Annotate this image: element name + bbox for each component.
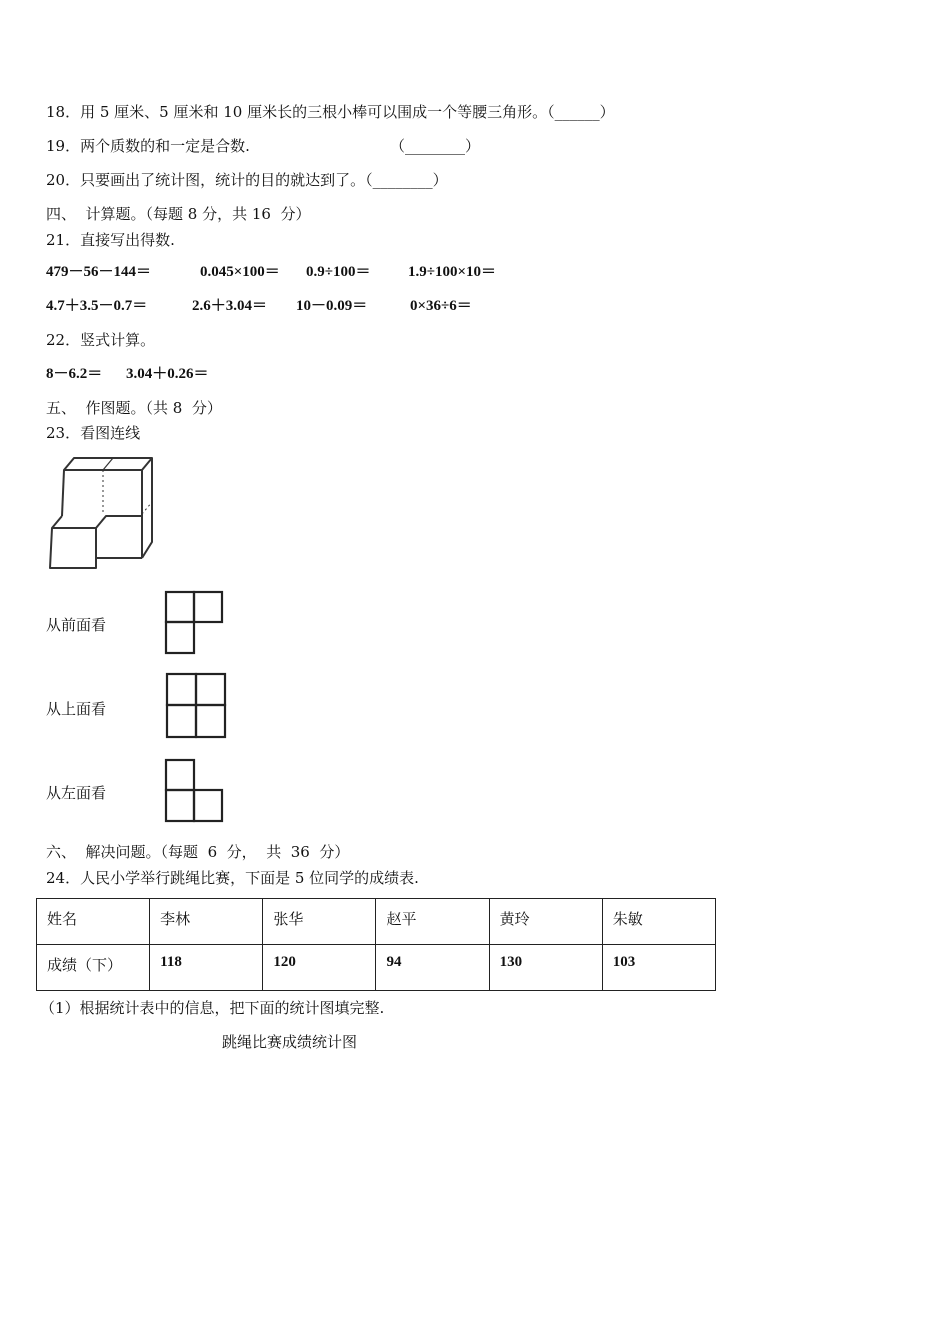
table-cell: 130 bbox=[489, 945, 602, 991]
question-23-title: 23．看图连线 bbox=[46, 424, 141, 442]
expression: 3.04＋0.26＝ bbox=[126, 366, 209, 382]
question-24-sub-1: （1）根据统计表中的信息，把下面的统计图填完整. bbox=[40, 999, 385, 1017]
chart-title: 跳绳比赛成绩统计图 bbox=[222, 1033, 358, 1051]
table-row bbox=[37, 945, 716, 991]
question-21-title: 21．直接写出得数. bbox=[46, 231, 175, 249]
table-cell: 94 bbox=[376, 945, 489, 991]
expression: 0.9÷100＝ bbox=[306, 264, 371, 280]
expression: 2.6＋3.04＝ bbox=[192, 298, 268, 314]
expression: 0.045×100＝ bbox=[200, 264, 280, 280]
view-label-top: 从上面看 bbox=[46, 700, 107, 718]
view-label-left: 从左面看 bbox=[46, 784, 107, 802]
question-20: 20．只要画出了统计图，统计的目的就达到了。（________） bbox=[46, 171, 448, 189]
table-cell: 姓名 bbox=[37, 899, 150, 945]
question-21-row-1 bbox=[46, 262, 497, 282]
section-5-title: 五、 作图题。（共 8 分） bbox=[46, 399, 222, 417]
question-19: 19．两个质数的和一定是合数. bbox=[46, 137, 250, 155]
question-18: 18．用 5 厘米、5 厘米和 10 厘米长的三根小棒可以围成一个等腰三角形。（______） bbox=[46, 103, 615, 121]
expression: 0×36÷6＝ bbox=[410, 298, 472, 314]
expression: 479－56－144＝ bbox=[46, 264, 152, 280]
table-cell: 120 bbox=[263, 945, 376, 991]
expression: 8－6.2＝ bbox=[46, 366, 103, 382]
section-4-title: 四、 计算题。（每题 8 分，共 16 分） bbox=[46, 205, 311, 223]
table-cell: 118 bbox=[150, 945, 263, 991]
question-22-row bbox=[46, 364, 209, 384]
expression: 4.7＋3.5－0.7＝ bbox=[46, 298, 148, 314]
expression: 1.9÷100×10＝ bbox=[408, 264, 497, 280]
table-cell: 赵平 bbox=[376, 899, 489, 945]
question-21-row-2 bbox=[46, 296, 472, 316]
view-label-front: 从前面看 bbox=[46, 616, 107, 634]
cube-solid-figure bbox=[44, 454, 159, 574]
question-19-blank: （________） bbox=[390, 137, 481, 155]
table-header-row bbox=[37, 899, 716, 945]
question-22-title: 22．竖式计算。 bbox=[46, 331, 156, 349]
score-table bbox=[36, 898, 716, 991]
view-left-figure[interactable] bbox=[164, 758, 226, 824]
view-top-figure[interactable] bbox=[165, 672, 229, 740]
table-cell: 张华 bbox=[263, 899, 376, 945]
table-cell: 朱敏 bbox=[602, 899, 715, 945]
table-cell: 103 bbox=[602, 945, 715, 991]
view-front-figure[interactable] bbox=[164, 590, 226, 656]
table-cell: 黄玲 bbox=[489, 899, 602, 945]
expression: 10－0.09＝ bbox=[296, 298, 368, 314]
table-cell: 李林 bbox=[150, 899, 263, 945]
question-24-title: 24．人民小学举行跳绳比赛，下面是 5 位同学的成绩表. bbox=[46, 869, 419, 887]
table-cell: 成绩（下） bbox=[37, 945, 150, 991]
section-6-title: 六、 解决问题。（每题 6 分， 共 36 分） bbox=[46, 843, 350, 861]
